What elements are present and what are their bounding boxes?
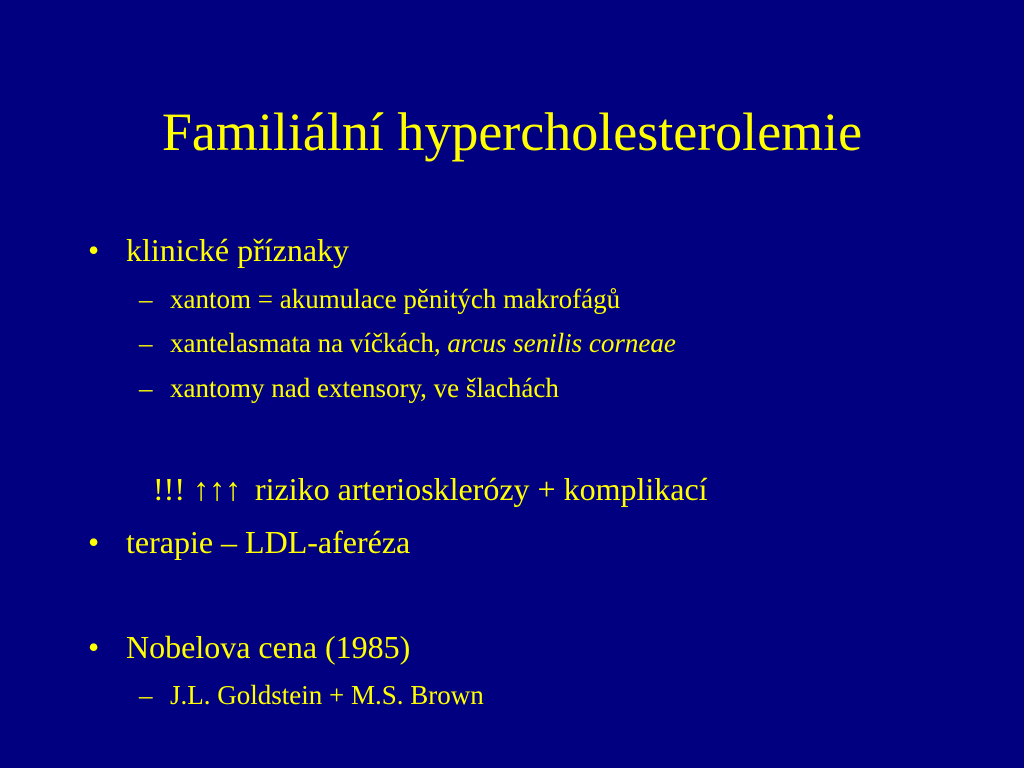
dash-marker: –	[139, 328, 153, 358]
sub-bullet-label: J.L. Goldstein + M.S. Brown	[170, 680, 484, 710]
bullet-item	[88, 628, 410, 666]
bullet-marker: •	[88, 232, 100, 268]
dash-marker: –	[139, 680, 153, 710]
sub-bullet-italic-term: arcus senilis corneae	[447, 328, 676, 358]
bullet-marker: •	[88, 524, 100, 560]
bullet-marker: •	[88, 629, 100, 665]
bullet-label: klinické příznaky	[126, 232, 350, 268]
dash-marker: –	[139, 373, 153, 403]
dash-marker: –	[139, 284, 153, 314]
sub-bullet-item	[139, 327, 676, 359]
slide-title: Familiální hypercholesterolemie	[161, 102, 863, 162]
risk-note-text: riziko arteriosklerózy + komplikací	[254, 471, 708, 507]
risk-note	[153, 470, 708, 508]
bullet-item	[88, 231, 349, 269]
bullet-label: Nobelova cena (1985)	[126, 629, 411, 665]
bullet-item	[88, 523, 410, 561]
sub-bullet-item	[139, 283, 620, 315]
sub-bullet-label: xantom = akumulace pěnitých makrofágů	[170, 284, 621, 314]
risk-note-prefix: !!! ↑↑↑	[153, 471, 241, 507]
bullet-label: terapie – LDL-aferéza	[126, 524, 411, 560]
sub-bullet-item	[139, 372, 559, 404]
sub-bullet-item	[139, 679, 484, 711]
sub-bullet-label: xantomy nad extensory, ve šlachách	[170, 373, 559, 403]
sub-bullet-label: xantelasmata na víčkách,	[170, 328, 448, 358]
